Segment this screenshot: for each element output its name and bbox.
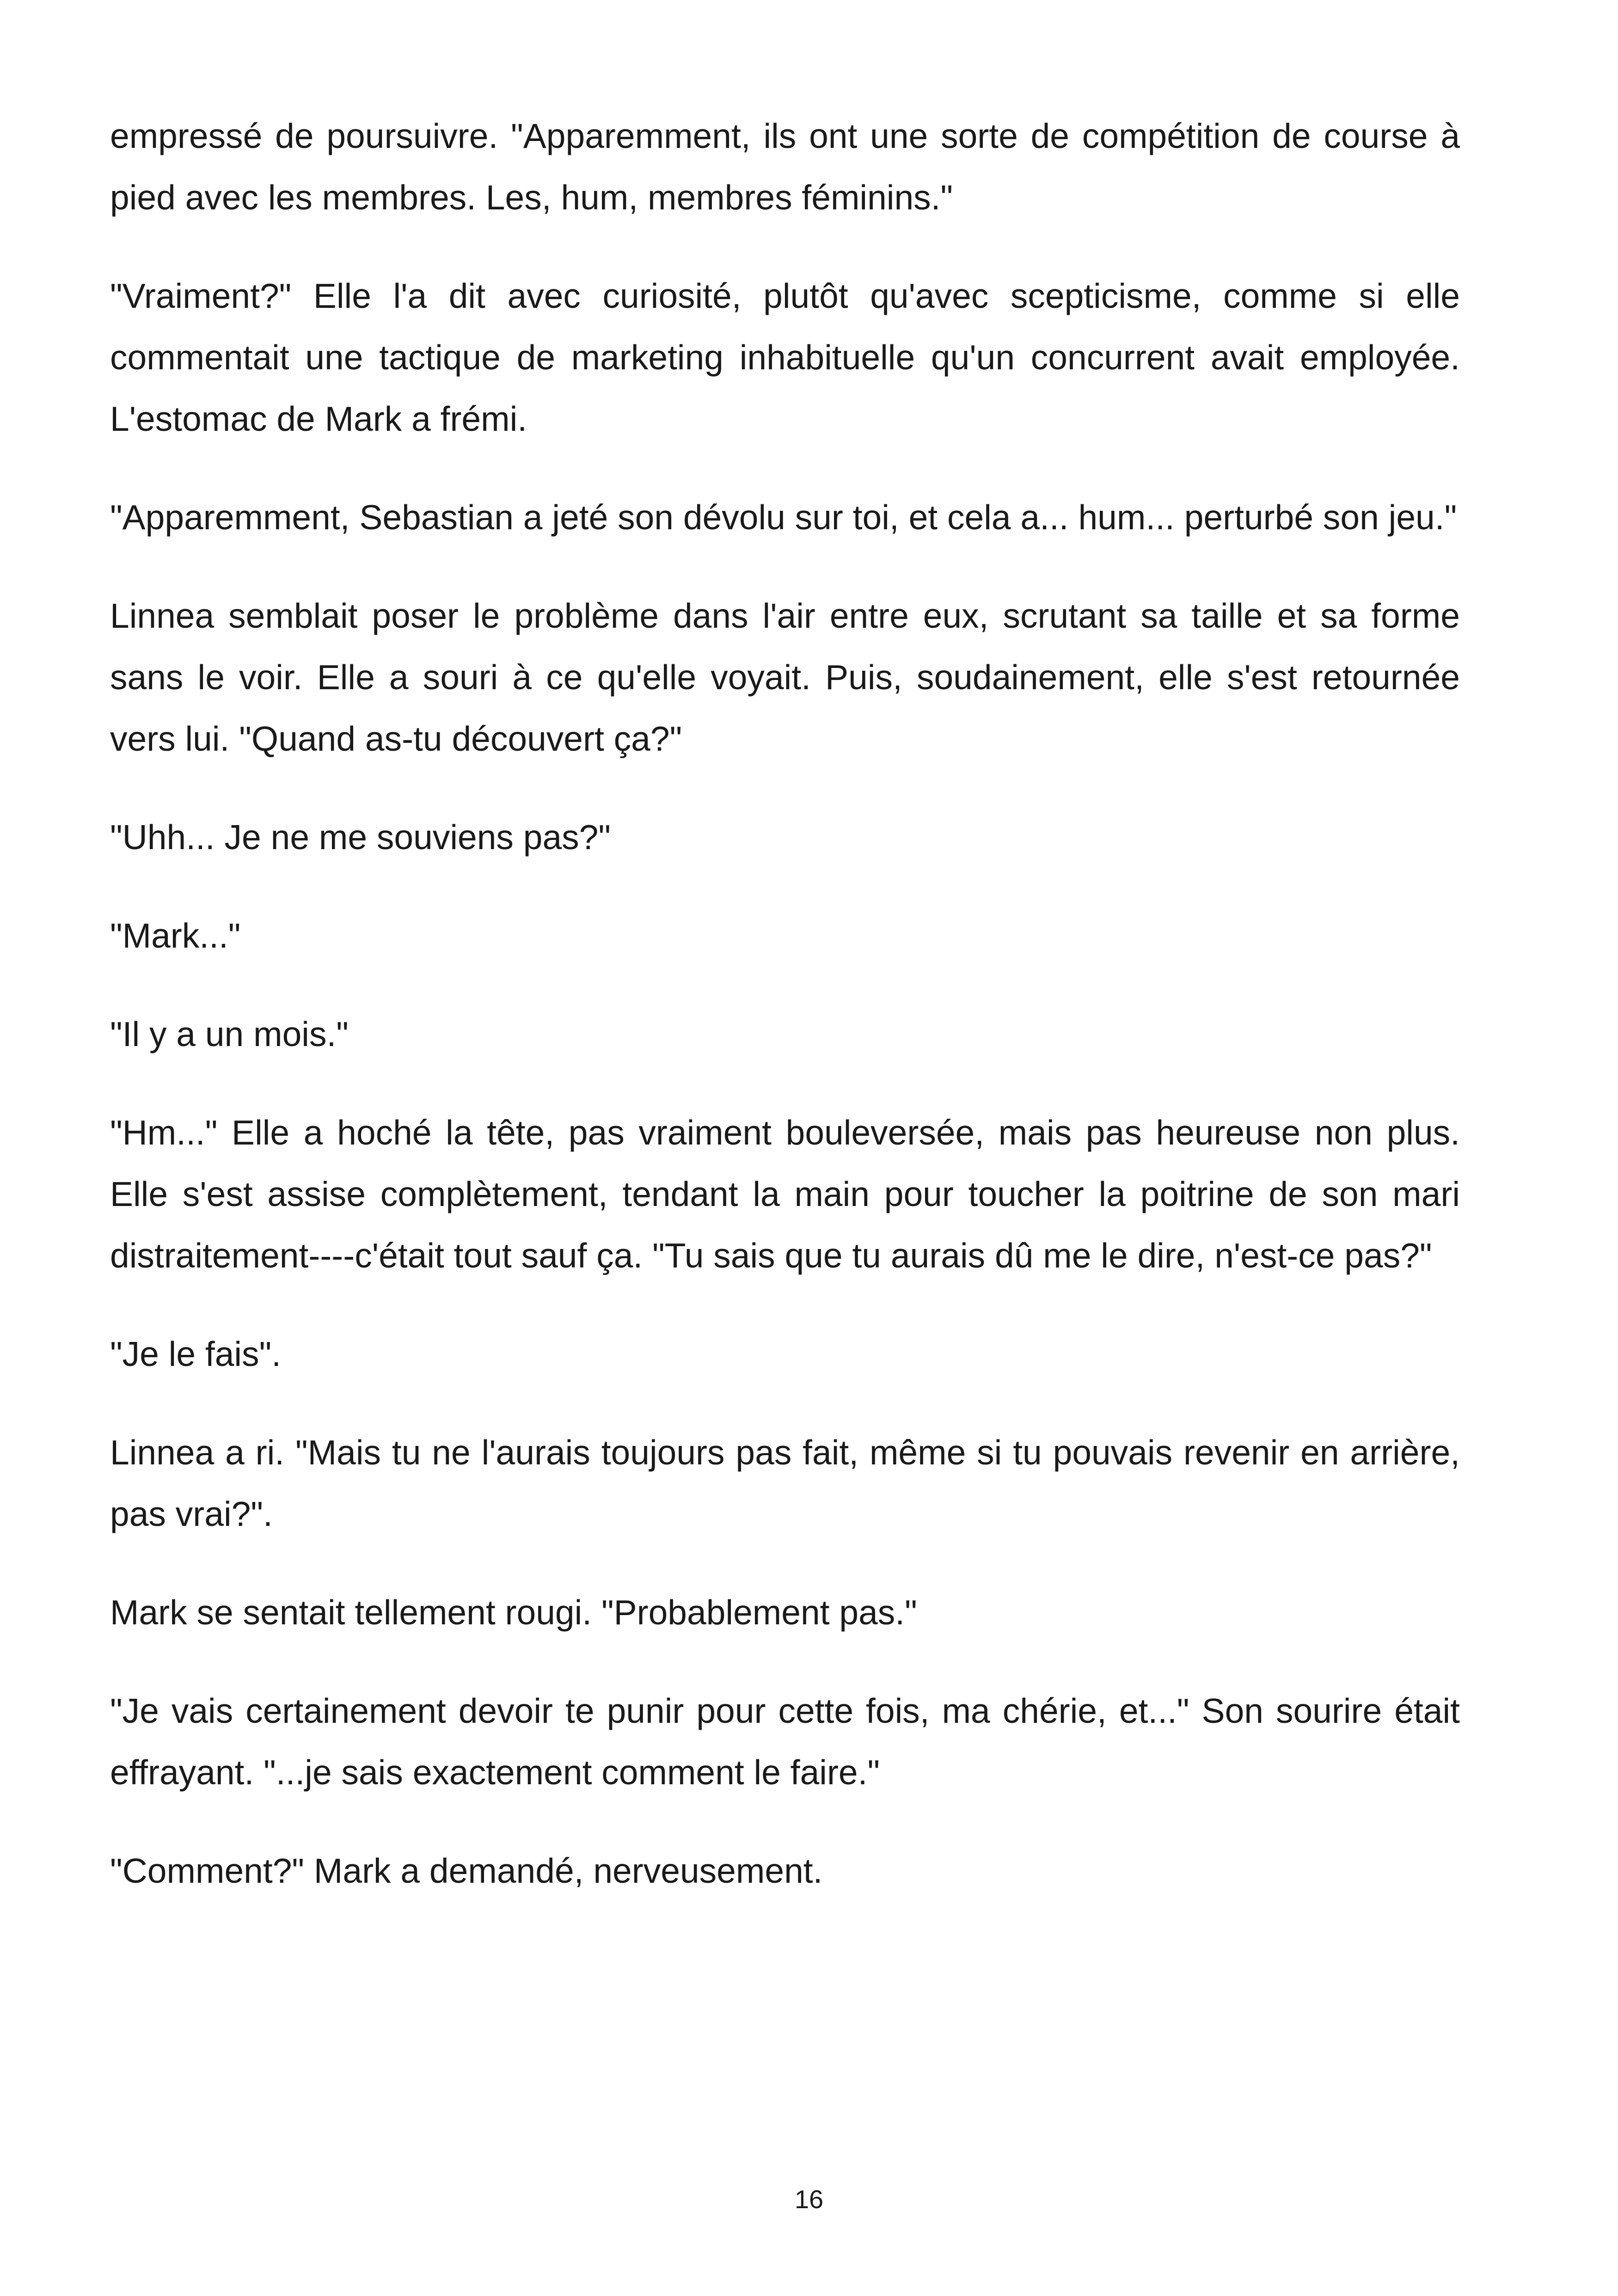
paragraph: "Apparemment, Sebastian a jeté son dévolu sur toi, et cela a... hum... perturbé son jeu." (110, 498, 1457, 537)
paragraph: "Hm..." Elle a hoché la tête, pas vraiment bouleversée, mais pas heureuse non plus. Elle s'est assise complètement, tendant la main pour toucher la poitrine de son mari distraitement----c'était tout sauf ça. "Tu sais que tu aurais dû me le dire, n'est-ce pas?" (110, 1113, 1460, 1275)
paragraph: "Uhh... Je ne me souviens pas?" (110, 818, 611, 857)
paragraph: "Il y a un mois." (110, 1015, 349, 1053)
paragraph: Linnea a ri. "Mais tu ne l'aurais toujours pas fait, même si tu pouvais revenir en arrière, pas vrai?". (110, 1433, 1460, 1533)
body-text (110, 105, 1460, 1939)
paragraph: "Je vais certainement devoir te punir pour cette fois, ma chérie, et..." Son sourire était effrayant. "...je sais exactement comment le faire." (110, 1691, 1460, 1792)
paragraph: "Vraiment?" Elle l'a dit avec curiosité, plutôt qu'avec scepticisme, comme si elle commentait une tactique de marketing inhabituelle qu'un concurrent avait employée. L'estomac de Mark a frémi. (110, 276, 1460, 438)
paragraph: "Mark..." (110, 916, 241, 955)
page-number: 16 (794, 2185, 824, 2214)
paragraph: "Comment?" Mark a demandé, nerveusement. (110, 1851, 823, 1890)
paragraph: empressé de poursuivre. "Apparemment, ils ont une sorte de compétition de course à pied avec les membres. Les, hum, membres féminins." (110, 116, 1460, 217)
paragraph: Linnea semblait poser le problème dans l'air entre eux, scrutant sa taille et sa forme sans le voir. Elle a souri à ce qu'elle voyait. Puis, soudainement, elle s'est retournée vers lui. "Quand as-tu découvert ça?" (110, 596, 1460, 758)
paragraph: "Je le fais". (110, 1335, 282, 1373)
paragraph: Mark se sentait tellement rougi. "Probablement pas." (110, 1593, 917, 1632)
